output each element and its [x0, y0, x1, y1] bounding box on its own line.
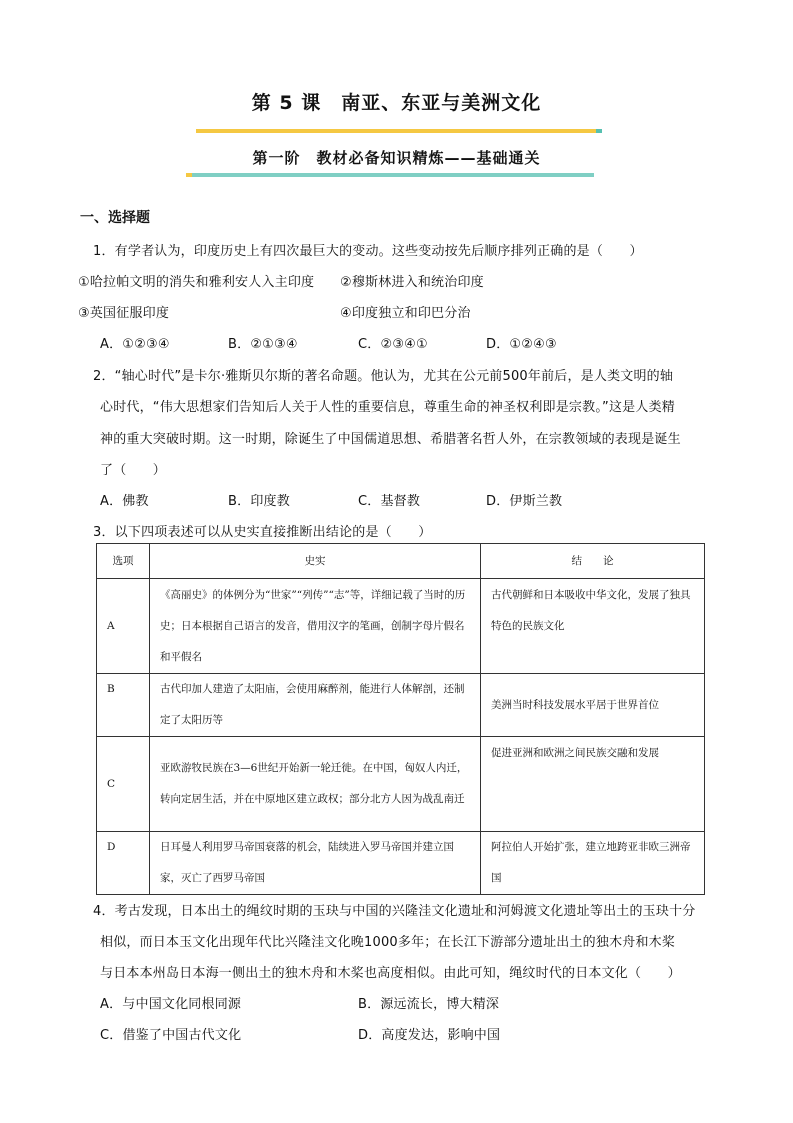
q4-option-d: D．高度发达，影响中国	[358, 1028, 501, 1043]
q1-option-c: C．②③④①	[358, 337, 428, 352]
q4-line-2: 相似，而日本玉文化出现年代比兴隆洼文化晚1000多年；在长江下游部分遗址出土的独木舟和木桨	[100, 935, 676, 950]
q3-row-option: C	[97, 737, 150, 832]
q2-line-2: 心时代，“伟大思想家们告知后人关于人性的重要信息，尊重生命的神圣权利即是宗教。”这是人类精	[100, 400, 675, 415]
q3-row-option: A	[97, 579, 150, 674]
table-row	[97, 674, 705, 737]
q3-table	[96, 543, 705, 895]
q3-row-fact: 日耳曼人利用罗马帝国衰落的机会，陆续进入罗马帝国并建立国家，灭亡了西罗马帝国	[150, 832, 481, 895]
q3-row-conclusion: 古代朝鲜和日本吸收中华文化，发展了独具特色的民族文化	[481, 579, 705, 674]
q3-header-fact: 史实	[150, 544, 481, 579]
table-row	[97, 579, 705, 674]
title-rule-top-accent	[596, 129, 602, 133]
q3-header-option: 选项	[97, 544, 150, 579]
q1-option-a: A．①②③④	[100, 337, 170, 352]
q3-row-option: B	[97, 674, 150, 737]
q1-option-b: B．②①③④	[228, 337, 298, 352]
q3-row-fact: 亚欧游牧民族在3—6世纪开始新一轮迁徙。在中国，匈奴人内迁，转向定居生活，并在中原地区建立政权；部分北方人因为战乱南迁	[150, 737, 481, 832]
section-title: 一、选择题	[80, 210, 150, 226]
q3-row-fact: 古代印加人建造了太阳庙，会使用麻醉剂，能进行人体解剖，还制定了太阳历等	[150, 674, 481, 737]
q4-line-1: 4．考古发现，日本出土的绳纹时期的玉玦与中国的兴隆洼文化遗址和河姆渡文化遗址等出土的玉玦十分	[93, 904, 696, 919]
q1-option-d: D．①②④③	[486, 337, 557, 352]
q4-option-c: C．借鉴了中国古代文化	[100, 1028, 242, 1043]
q2-option-b: B．印度教	[228, 494, 290, 509]
q1-item-4: ④印度独立和印巴分治	[340, 306, 471, 321]
q2-line-3: 神的重大突破时期。这一时期，除诞生了中国儒道思想、希腊著名哲人外，在宗教领域的表现是诞生	[100, 432, 681, 447]
table-row	[97, 832, 705, 895]
q1-item-2: ②穆斯林进入和统治印度	[340, 275, 484, 290]
q3-row-conclusion: 阿拉伯人开始扩张，建立地跨亚非欧三洲帝国	[481, 832, 705, 895]
table-row	[97, 737, 705, 832]
stage-heading: 第一阶 教材必备知识精炼——基础通关	[252, 149, 541, 167]
q4-option-b: B．源远流长，博大精深	[358, 997, 500, 1012]
q4-option-a: A．与中国文化同根同源	[100, 997, 242, 1012]
q1-stem: 1．有学者认为，印度历史上有四次最巨大的变动。这些变动按先后顺序排列正确的是（ ）	[93, 244, 643, 259]
page-title: 第 5 课 南亚、东亚与美洲文化	[251, 92, 542, 114]
q2-option-c: C．基督教	[358, 494, 421, 509]
q2-option-d: D．伊斯兰教	[486, 494, 563, 509]
q4-line-3: 与日本本州岛日本海一侧出土的独木舟和木桨也高度相似。由此可知，绳纹时代的日本文化（ ）	[100, 966, 681, 981]
q2-line-1: 2．“轴心时代”是卡尔·雅斯贝尔斯的著名命题。他认为，尤其在公元前500年前后，是人类文明的轴	[93, 369, 674, 384]
q3-row-option: D	[97, 832, 150, 895]
q1-item-1: ①哈拉帕文明的消失和雅利安人入主印度	[78, 275, 315, 290]
q3-header-conclusion: 结 论	[481, 544, 705, 579]
q2-line-4: 了（ ）	[100, 463, 167, 478]
q3-table-header	[97, 544, 705, 579]
q3-row-fact: 《高丽史》的体例分为“世家”“列传”“志”等，详细记载了当时的历史；日本根据自己语言的发音，借用汉字的笔画，创制字母片假名和平假名	[150, 579, 481, 674]
q1-item-3: ③英国征服印度	[78, 306, 170, 321]
q3-row-conclusion: 美洲当时科技发展水平居于世界首位	[481, 674, 705, 737]
title-rule-top	[196, 129, 596, 133]
q3-stem: 3．以下四项表述可以从史实直接推断出结论的是（ ）	[93, 525, 432, 540]
q2-option-a: A．佛教	[100, 494, 149, 509]
title-rule-bottom	[192, 173, 594, 177]
q3-row-conclusion: 促进亚洲和欧洲之间民族交融和发展	[481, 737, 705, 832]
